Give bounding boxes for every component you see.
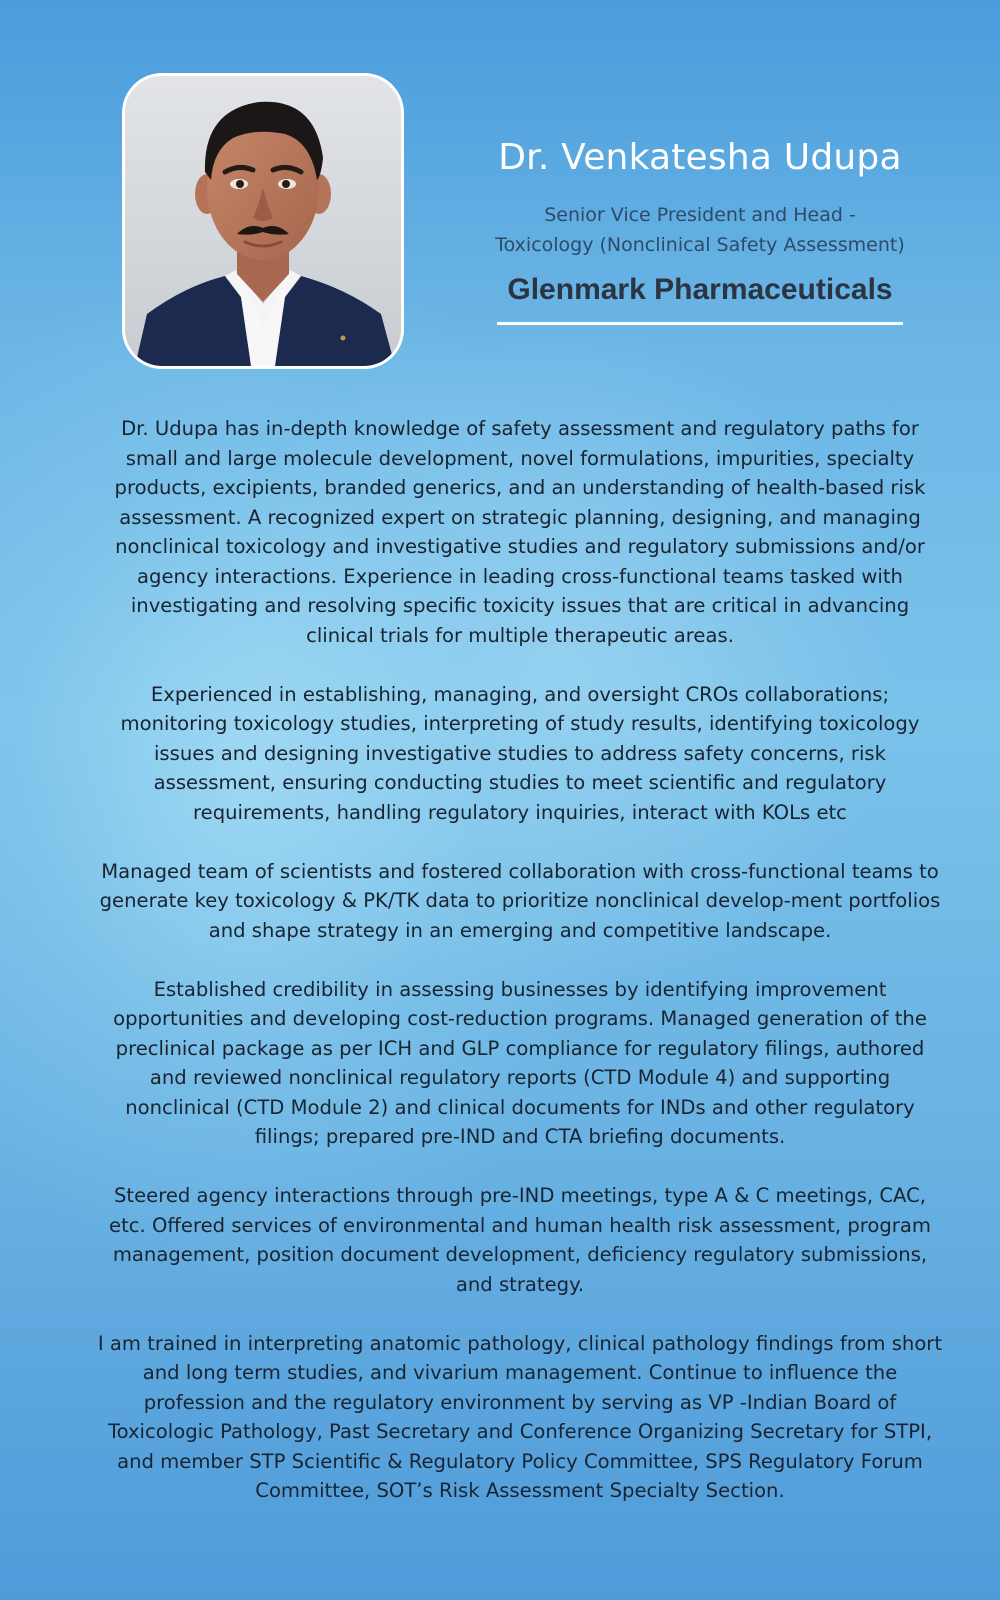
bio-paragraph: I am trained in interpreting anatomic pathology, clinical pathology findings from short and long term studies, and vivarium management. Continue to influence the profession and the regulatory environment by serving as VP -Indian Board of Toxicologic Pathology, Past Secretary and Conference Organizing Secretary for STPI, and member STP Scientific & Regulatory Policy Committee, SPS Regulatory Forum Committee, SOT’s Risk Assessment Specialty Section.: [97, 1331, 943, 1502]
header-divider: [497, 322, 903, 325]
bio-paragraph: Established credibility in assessing businesses by identifying improvement opportunities and developing cost-reduction programs. Managed generation of the preclinical package as per ICH and GLP compliance for regulatory filings, authored and reviewed nonclinical regulatory reports (CTD Module 4) and supporting nonclinical (CTD Module 2) and clinical documents for INDs and other regulatory filings; prepared pre-IND and CTA briefing documents.: [113, 977, 927, 1148]
company-name: Glenmark Pharmaceuticals: [507, 273, 893, 306]
bio-paragraph: Steered agency interactions through pre-IND meetings, type A & C meetings, CAC, etc. Offered services of environmental and human health risk assessment, program management, position document development, deficiency regulatory submissions, and strategy.: [109, 1184, 931, 1296]
speaker-title-line-2: Toxicology (Nonclinical Safety Assessment): [495, 234, 905, 256]
biography: [96, 414, 944, 1506]
speaker-title-line-1: Senior Vice President and Head -: [544, 204, 856, 226]
bio-paragraph: Managed team of scientists and fostered collaboration with cross-functional teams to generate key toxicology & PK/TK data to prioritize nonclinical develop-ment portfolios and shape strategy in an emerging and competitive landscape.: [99, 859, 941, 942]
speaker-name: Dr. Venkatesha Udupa: [498, 137, 902, 178]
portrait-illustration: [125, 76, 401, 366]
profile-header: [430, 132, 970, 325]
bio-paragraph: Experienced in establishing, managing, and oversight CROs collaborations; monitoring toxicology studies, interpreting of study results, identifying toxicology issues and designing investigative studies to address safety concerns, risk assessment, ensuring conducting studies to meet scientific and regulatory requirements, handling regulatory inquiries, interact with KOLs etc: [120, 682, 920, 824]
bio-paragraph: Dr. Udupa has in-depth knowledge of safety assessment and regulatory paths for small and large molecule development, novel formulations, impurities, specialty products, excipients, branded generics, and an understanding of health-based risk assessment. A recognized expert on strategic planning, designing, and managing nonclinical toxicology and investigative studies and regulatory submissions and/or agency interactions. Experience in leading cross-functional teams tasked with investigating and resolving specific toxicity issues that are critical in advancing clinical trials for multiple therapeutic areas.: [114, 417, 926, 647]
profile-photo: [122, 73, 404, 369]
